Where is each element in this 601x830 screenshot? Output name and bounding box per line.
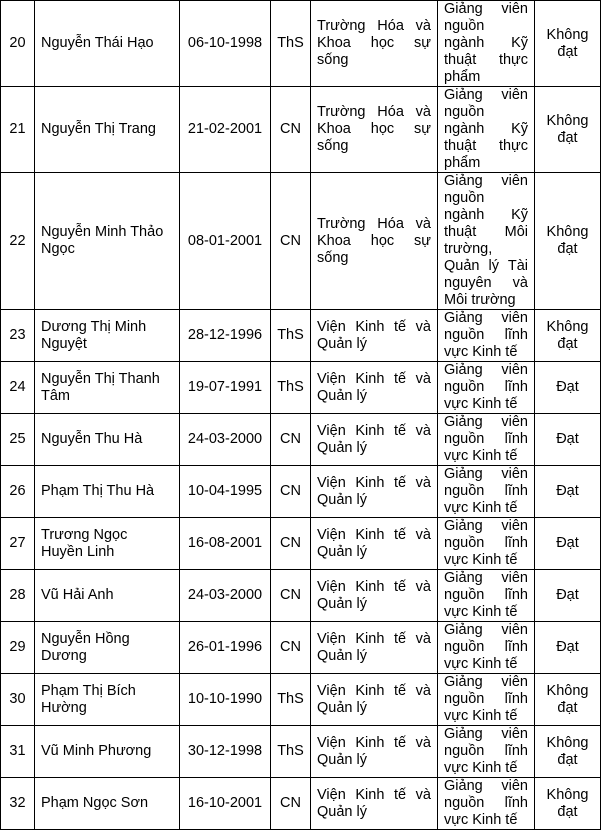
date-of-birth: 10-04-1995 (180, 466, 271, 518)
position: Giảng viên nguồn lĩnh vực Kinh tế (438, 310, 535, 362)
unit: Viện Kinh tế và Quản lý (311, 310, 438, 362)
degree: CN (271, 622, 311, 674)
row-number: 32 (1, 778, 35, 830)
table-row (1, 466, 601, 518)
table-row (1, 1, 601, 87)
full-name: Trương Ngọc Huyền Linh (35, 518, 180, 570)
table-row (1, 414, 601, 466)
result: Đạt (535, 362, 601, 414)
full-name: Dương Thị Minh Nguyệt (35, 310, 180, 362)
result: Đạt (535, 570, 601, 622)
table-row (1, 674, 601, 726)
degree: CN (271, 87, 311, 173)
table-body (1, 1, 601, 830)
degree: CN (271, 466, 311, 518)
unit: Viện Kinh tế và Quản lý (311, 674, 438, 726)
row-number: 29 (1, 622, 35, 674)
degree: CN (271, 173, 311, 310)
degree: CN (271, 518, 311, 570)
row-number: 22 (1, 173, 35, 310)
row-number: 30 (1, 674, 35, 726)
position: Giảng viên nguồn lĩnh vực Kinh tế (438, 414, 535, 466)
result: Không đạt (535, 1, 601, 87)
position: Giảng viên nguồn lĩnh vực Kinh tế (438, 674, 535, 726)
result: Không đạt (535, 87, 601, 173)
result: Không đạt (535, 778, 601, 830)
row-number: 28 (1, 570, 35, 622)
date-of-birth: 24-03-2000 (180, 570, 271, 622)
unit: Viện Kinh tế và Quản lý (311, 362, 438, 414)
row-number: 25 (1, 414, 35, 466)
position: Giảng viên nguồn ngành Kỹ thuật thực phẩm (438, 1, 535, 87)
unit: Trường Hóa và Khoa học sự sống (311, 87, 438, 173)
full-name: Phạm Ngọc Sơn (35, 778, 180, 830)
result: Không đạt (535, 726, 601, 778)
position: Giảng viên nguồn lĩnh vực Kinh tế (438, 570, 535, 622)
position: Giảng viên nguồn lĩnh vực Kinh tế (438, 726, 535, 778)
unit: Trường Hóa và Khoa học sự sống (311, 173, 438, 310)
row-number: 31 (1, 726, 35, 778)
unit: Viện Kinh tế và Quản lý (311, 466, 438, 518)
result: Đạt (535, 622, 601, 674)
unit: Viện Kinh tế và Quản lý (311, 622, 438, 674)
date-of-birth: 08-01-2001 (180, 173, 271, 310)
position: Giảng viên nguồn lĩnh vực Kinh tế (438, 622, 535, 674)
date-of-birth: 19-07-1991 (180, 362, 271, 414)
result: Đạt (535, 518, 601, 570)
date-of-birth: 10-10-1990 (180, 674, 271, 726)
position: Giảng viên nguồn ngành Kỹ thuật thực phẩm (438, 87, 535, 173)
full-name: Nguyễn Thái Hạo (35, 1, 180, 87)
full-name: Nguyễn Hồng Dương (35, 622, 180, 674)
degree: CN (271, 414, 311, 466)
row-number: 20 (1, 1, 35, 87)
full-name: Vũ Minh Phương (35, 726, 180, 778)
full-name: Phạm Thị Thu Hà (35, 466, 180, 518)
degree: ThS (271, 310, 311, 362)
row-number: 23 (1, 310, 35, 362)
position: Giảng viên nguồn ngành Kỹ thuật Môi trường, Quản lý Tài nguyên và Môi trường (438, 173, 535, 310)
degree: ThS (271, 674, 311, 726)
degree: ThS (271, 362, 311, 414)
degree: CN (271, 570, 311, 622)
row-number: 26 (1, 466, 35, 518)
table-row (1, 362, 601, 414)
date-of-birth: 26-01-1996 (180, 622, 271, 674)
table-row (1, 570, 601, 622)
unit: Viện Kinh tế và Quản lý (311, 570, 438, 622)
result: Không đạt (535, 310, 601, 362)
result: Đạt (535, 466, 601, 518)
row-number: 27 (1, 518, 35, 570)
table-row (1, 87, 601, 173)
position: Giảng viên nguồn lĩnh vực Kinh tế (438, 466, 535, 518)
table-row (1, 622, 601, 674)
position: Giảng viên nguồn lĩnh vực Kinh tế (438, 362, 535, 414)
position: Giảng viên nguồn lĩnh vực Kinh tế (438, 778, 535, 830)
full-name: Vũ Hải Anh (35, 570, 180, 622)
full-name: Nguyễn Thu Hà (35, 414, 180, 466)
unit: Viện Kinh tế và Quản lý (311, 518, 438, 570)
table-row (1, 310, 601, 362)
full-name: Phạm Thị Bích Hường (35, 674, 180, 726)
date-of-birth: 16-10-2001 (180, 778, 271, 830)
date-of-birth: 21-02-2001 (180, 87, 271, 173)
full-name: Nguyễn Minh Thảo Ngọc (35, 173, 180, 310)
row-number: 21 (1, 87, 35, 173)
date-of-birth: 30-12-1998 (180, 726, 271, 778)
row-number: 24 (1, 362, 35, 414)
date-of-birth: 16-08-2001 (180, 518, 271, 570)
unit: Viện Kinh tế và Quản lý (311, 414, 438, 466)
unit: Trường Hóa và Khoa học sự sống (311, 1, 438, 87)
unit: Viện Kinh tế và Quản lý (311, 778, 438, 830)
date-of-birth: 06-10-1998 (180, 1, 271, 87)
degree: ThS (271, 1, 311, 87)
full-name: Nguyễn Thị Trang (35, 87, 180, 173)
date-of-birth: 24-03-2000 (180, 414, 271, 466)
result: Đạt (535, 414, 601, 466)
table-row (1, 726, 601, 778)
unit: Viện Kinh tế và Quản lý (311, 726, 438, 778)
table-row (1, 518, 601, 570)
result: Không đạt (535, 674, 601, 726)
table-row (1, 778, 601, 830)
date-of-birth: 28-12-1996 (180, 310, 271, 362)
full-name: Nguyễn Thị Thanh Tâm (35, 362, 180, 414)
position: Giảng viên nguồn lĩnh vực Kinh tế (438, 518, 535, 570)
degree: CN (271, 778, 311, 830)
table-row (1, 173, 601, 310)
result: Không đạt (535, 173, 601, 310)
degree: ThS (271, 726, 311, 778)
